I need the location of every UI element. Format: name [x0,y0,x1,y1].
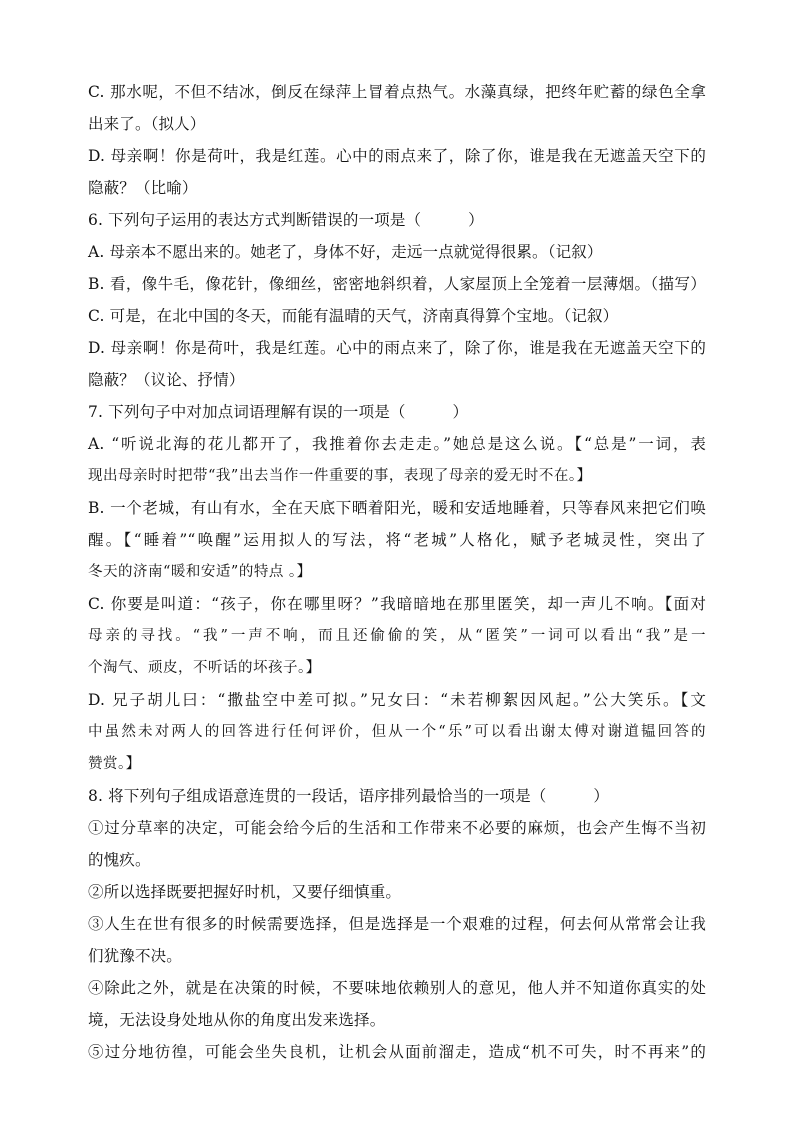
text-line: 出来了。（拟人） [88,115,206,133]
text-line: ⑤过分地彷徨，可能会坐失良机，让机会从面前溜走，造成“机不可失，时不再来”的 [88,1043,706,1061]
text-line: D. 母亲啊！你是荷叶，我是红莲。心中的雨点来了，除了你，谁是我在无遮盖天空下的 [88,147,706,165]
exam-text [88,76,706,1068]
text-line: 赞赏。】 [88,756,141,772]
text-line: 个淘气、顽皮，不听话的坏孩子。】 [88,660,321,676]
text-line: 母亲的寻找。“我”一声不响，而且还偷偷的笑，从“匿笑”一词可以看出“我”是一 [88,628,706,644]
text-line: ①过分草率的决定，可能会给今后的生活和工作带来不必要的麻烦，也会产生悔不当初 [88,819,706,837]
text-line: D. 兄子胡儿曰：“撒盐空中差可拟。”兄女曰：“未若柳絮因风起。”公大笑乐。【文 [88,691,706,709]
text-line: A. “听说北海的花儿都开了，我推着你去走走。”她总是这么说。【“总是”一词，表 [88,435,706,453]
text-line: C. 可是，在北中国的冬天，而能有温晴的天气，济南真得算个宝地。（记叙） [88,307,619,325]
text-line: C. 你要是叫道：“孩子，你在哪里呀？”我暗暗地在那里匿笑，却一声儿不响。【面对 [88,595,706,613]
text-line: ③人生在世有很多的时候需要选择，但是选择是一个艰难的过程，何去何从常常会让我 [88,915,706,933]
text-line: 现出母亲时时把带“我”出去当作一件重要的事，表现了母亲的爱无时不在。】 [88,468,592,484]
text-line: ④除此之外，就是在决策的时候，不要味地依赖别人的意见，他人并不知道你真实的处 [88,979,706,997]
text-line: A. 母亲本不愿出来的。她老了，身体不好，走远一点就觉得很累。（记叙） [88,243,603,261]
text-line: 7. 下列句子中对加点词语理解有误的一项是（ ） [88,403,469,421]
text-line: 醒。【“睡着”“唤醒”运用拟人的写法，将“老城”人格化，赋予老城灵性，突出了 [88,531,706,549]
text-line: D. 母亲啊！你是荷叶，我是红莲。心中的雨点来了，除了你，谁是我在无遮盖天空下的 [88,339,706,357]
text-line: 8. 将下列句子组成语意连贯的一段话，语序排列最恰当的一项是（ ） [88,787,609,805]
text-line: ②所以选择既要把握好时机，又要仔细慎重。 [88,883,402,901]
text-line: 6. 下列句子运用的表达方式判断错误的一项是（ ） [88,211,484,229]
text-line: B. 看，像牛毛，像花针，像细丝，密密地斜织着，人家屋顶上全笼着一层薄烟。（描写） [88,275,706,293]
text-line: 们犹豫不决。 [88,947,182,965]
text-line: C. 那水呢，不但不结冰，倒反在绿萍上冒着点热气。水藻真绿，把终年贮蓄的绿色全拿 [88,83,706,101]
text-line: 隐蔽？（比喻） [88,179,198,197]
text-line: 隐蔽？（议论、抒情） [88,371,245,389]
text-line: 冬天的济南“暖和安适”的特点 。】 [88,564,312,580]
text-line: B. 一个老城，有山有水，全在天底下晒着阳光，暖和安适地睡着，只等春风来把它们唤 [88,499,706,517]
text-line: 中虽然未对两人的回答进行任何评价，但从一个“乐”可以看出谢太傅对谢道韫回答的 [88,724,706,740]
text-line: 境，无法设身处地从你的角度出发来选择。 [88,1011,386,1029]
text-line: 的愧疚。 [88,851,151,869]
